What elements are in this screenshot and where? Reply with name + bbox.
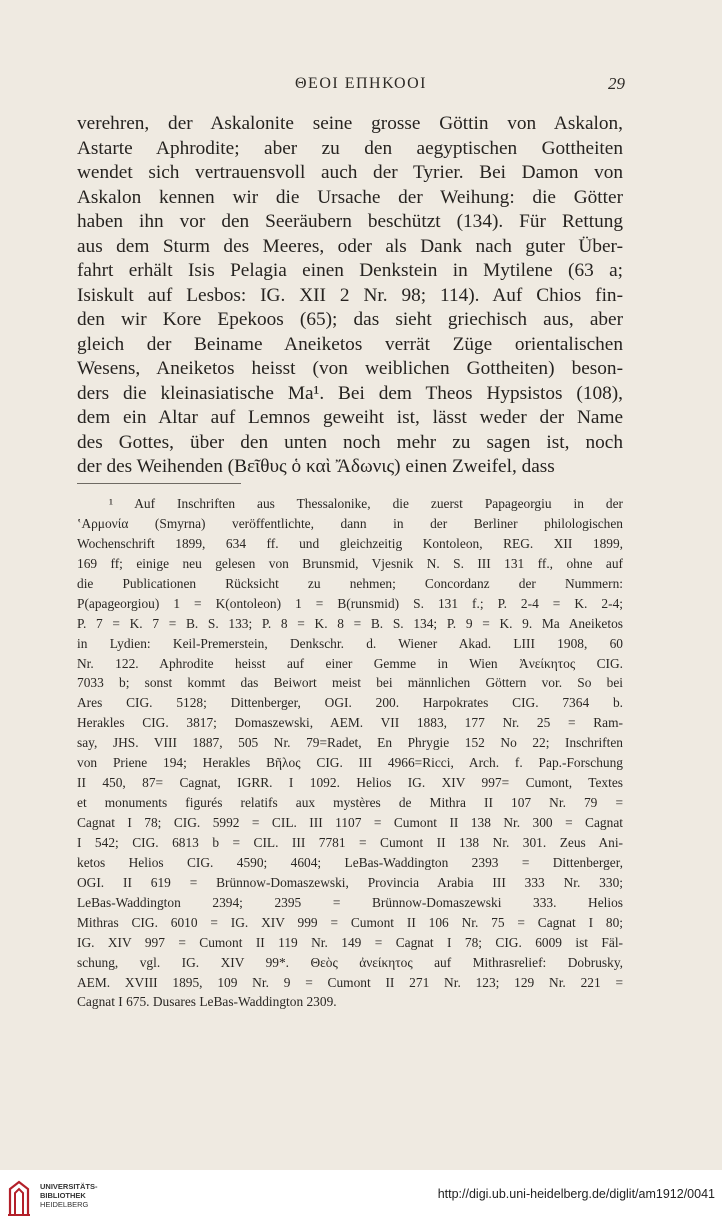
footnote-line: 7033 b; sonst kommt das Beiwort meist bei männlichen Göttern vor. So bei bbox=[77, 675, 623, 691]
footnote-line: P(apageorgiou) 1 = K(ontoleon) 1 = B(runsmid) S. 131 f.; P. 2-4 = K. 2-4; bbox=[77, 595, 623, 611]
footnote-line: ʽΑρμονία (Smyrna) veröffentlichte, dann in der Berliner philologischen bbox=[77, 515, 623, 531]
library-name-line: UNIVERSITÄTS- bbox=[40, 1182, 98, 1191]
footnote-line: Ares CIG. 5128; Dittenberger, OGI. 200. Harpokrates CIG. 7364 b. bbox=[77, 695, 623, 711]
body-text-line: Astarte Aphrodite; aber zu den aegyptischen Gottheiten bbox=[77, 137, 623, 159]
running-head bbox=[0, 74, 722, 96]
footnote-line: die Publicationen Rücksicht zu nehmen; Concordanz der Nummern: bbox=[77, 575, 623, 591]
body-text-line: wendet sich vertrauensvoll auch der Tyrier. Bei Damon von bbox=[77, 162, 623, 183]
footnote bbox=[77, 494, 623, 1012]
footnote-line: P. 7 = K. 7 = B. S. 133; P. 8 = K. 8 = B. S. 134; P. 9 = K. 9. Ma Aneiketos bbox=[77, 615, 623, 631]
footnote-line: schung, vgl. IG. XIV 99*. Θεὸς ἀνείκητος auf Mithrasrelief: Dobrusky, bbox=[77, 954, 623, 970]
footnote-line: I 542; CIG. 6813 b = CIL. III 7781 = Cumont II 138 Nr. 301. Zeus Ani- bbox=[77, 834, 623, 850]
viewer-footer bbox=[0, 1170, 722, 1224]
footnote-line: Nr. 122. Aphrodite heisst auf einer Gemme in Wien Ἀνείκητος CIG. bbox=[77, 655, 623, 671]
body-text-line: ders die kleinasiatische Ma¹. Bei dem Theos Hypsistos (108), bbox=[77, 382, 623, 404]
body-text-line: verehren, der Askalonite seine grosse Göttin von Askalon, bbox=[77, 113, 623, 134]
body-text-line: des Gottes, über den unten noch mehr zu sagen ist, noch bbox=[77, 431, 623, 453]
footnote-line: say, JHS. VIII 1887, 505 Nr. 79=Radet, En Phrygie 152 No 22; Inschriften bbox=[77, 735, 623, 751]
body-text-line: gleich der Beiname Aneiketos verrät Züge orientalischen bbox=[77, 333, 623, 355]
body-text-line: Wesens, Aneiketos heisst (von weiblichen Gottheiten) beson- bbox=[77, 358, 623, 379]
body-text-line: aus dem Sturm des Meeres, oder als Dank nach guter Über- bbox=[77, 235, 623, 257]
footnote-line: 169 ff; einige neu gelesen von Brunsmid, Vjesnik N. S. III 131 ff., ohne auf bbox=[77, 555, 623, 571]
body-text-line: Askalon kennen wir die Ursache der Weihung: die Götter bbox=[77, 186, 623, 208]
footnote-line: et monuments figurés relatifs aux mystères de Mithra II 107 Nr. 79 = bbox=[77, 795, 623, 811]
body-text-line: Isiskult auf Lesbos: IG. XII 2 Nr. 98; 114). Auf Chios fin- bbox=[77, 284, 623, 306]
footnote-line: von Priene 194; Herakles Βῆλος CIG. III 4966=Ricci, Arch. f. Pap.-Forschung bbox=[77, 755, 623, 771]
permalink-url[interactable]: http://digi.ub.uni-heidelberg.de/diglit/am1912/0041 bbox=[437, 1187, 715, 1201]
footnote-line: Cagnat I 78; CIG. 5992 = CIL. III 1107 = Cumont II 138 Nr. 300 = Cagnat bbox=[77, 815, 623, 830]
footnote-line: II 450, 87= Cagnat, IGRR. I 1092. Helios IG. XIV 997= Cumont, Textes bbox=[77, 775, 623, 791]
university-library-logo-icon bbox=[6, 1179, 32, 1217]
body-text-line: dem ein Altar auf Lemnos geweiht ist, lässt weder der Name bbox=[77, 407, 623, 428]
footnote-line: LeBas-Waddington 2394; 2395 = Brünnow-Domaszewski 333. Helios bbox=[77, 894, 623, 910]
footnote-line: Wochenschrift 1899, 634 ff. und gleichzeitig Kontoleon, REG. XII 1899, bbox=[77, 535, 623, 551]
footnote-line: Herakles CIG. 3817; Domaszewski, AEM. VII 1883, 177 Nr. 25 = Ram- bbox=[77, 715, 623, 731]
footnote-line: in Lydien: Keil-Premerstein, Denkschr. d. Wiener Akad. LIII 1908, 60 bbox=[77, 635, 623, 651]
library-name-line: HEIDELBERG bbox=[40, 1200, 89, 1209]
body-text-line: fahrt erhält Isis Pelagia einen Denkstein in Mytilene (63 a; bbox=[77, 260, 623, 281]
footnote-line: OGI. II 619 = Brünnow-Domaszewski, Provincia Arabia III 333 Nr. 330; bbox=[77, 874, 623, 890]
body-text-line: den wir Kore Epekoos (65); das sieht griechisch aus, aber bbox=[77, 309, 623, 330]
body-text-line: der des Weihenden (Βεῖθυς ὁ καὶ Ἄδωνις) einen Zweifel, dass bbox=[77, 456, 555, 477]
body-text-line: haben ihn vor den Seeräubern beschützt (134). Für Rettung bbox=[77, 211, 623, 232]
footnote-divider bbox=[77, 483, 241, 484]
footnote-line: AEM. XVIII 1895, 109 Nr. 9 = Cumont II 271 Nr. 123; 129 Nr. 221 = bbox=[77, 974, 623, 990]
body-text bbox=[77, 112, 623, 480]
library-name bbox=[40, 1182, 98, 1209]
footnote-line: ¹ Auf Inschriften aus Thessalonike, die zuerst Papageorgiu in der bbox=[109, 496, 623, 511]
footnote-line: IG. XIV 997 = Cumont II 119 Nr. 149 = Cagnat I 78; CIG. 6009 ist Fäl- bbox=[77, 934, 623, 950]
footnote-line: ketos Helios CIG. 4590; 4604; LeBas-Waddington 2393 = Dittenberger, bbox=[77, 854, 623, 870]
footnote-line: Cagnat I 675. Dusares LeBas-Waddington 2309. bbox=[77, 994, 337, 1010]
library-name-line: BIBLIOTHEK bbox=[40, 1191, 86, 1200]
footnote-line: Mithras CIG. 6010 = IG. XIV 999 = Cumont II 106 Nr. 75 = Cagnat I 80; bbox=[77, 914, 623, 930]
running-head-title: ΘΕΟΙ ΕΠΗΚΟΟΙ bbox=[295, 75, 427, 92]
page-number: 29 bbox=[608, 74, 625, 93]
